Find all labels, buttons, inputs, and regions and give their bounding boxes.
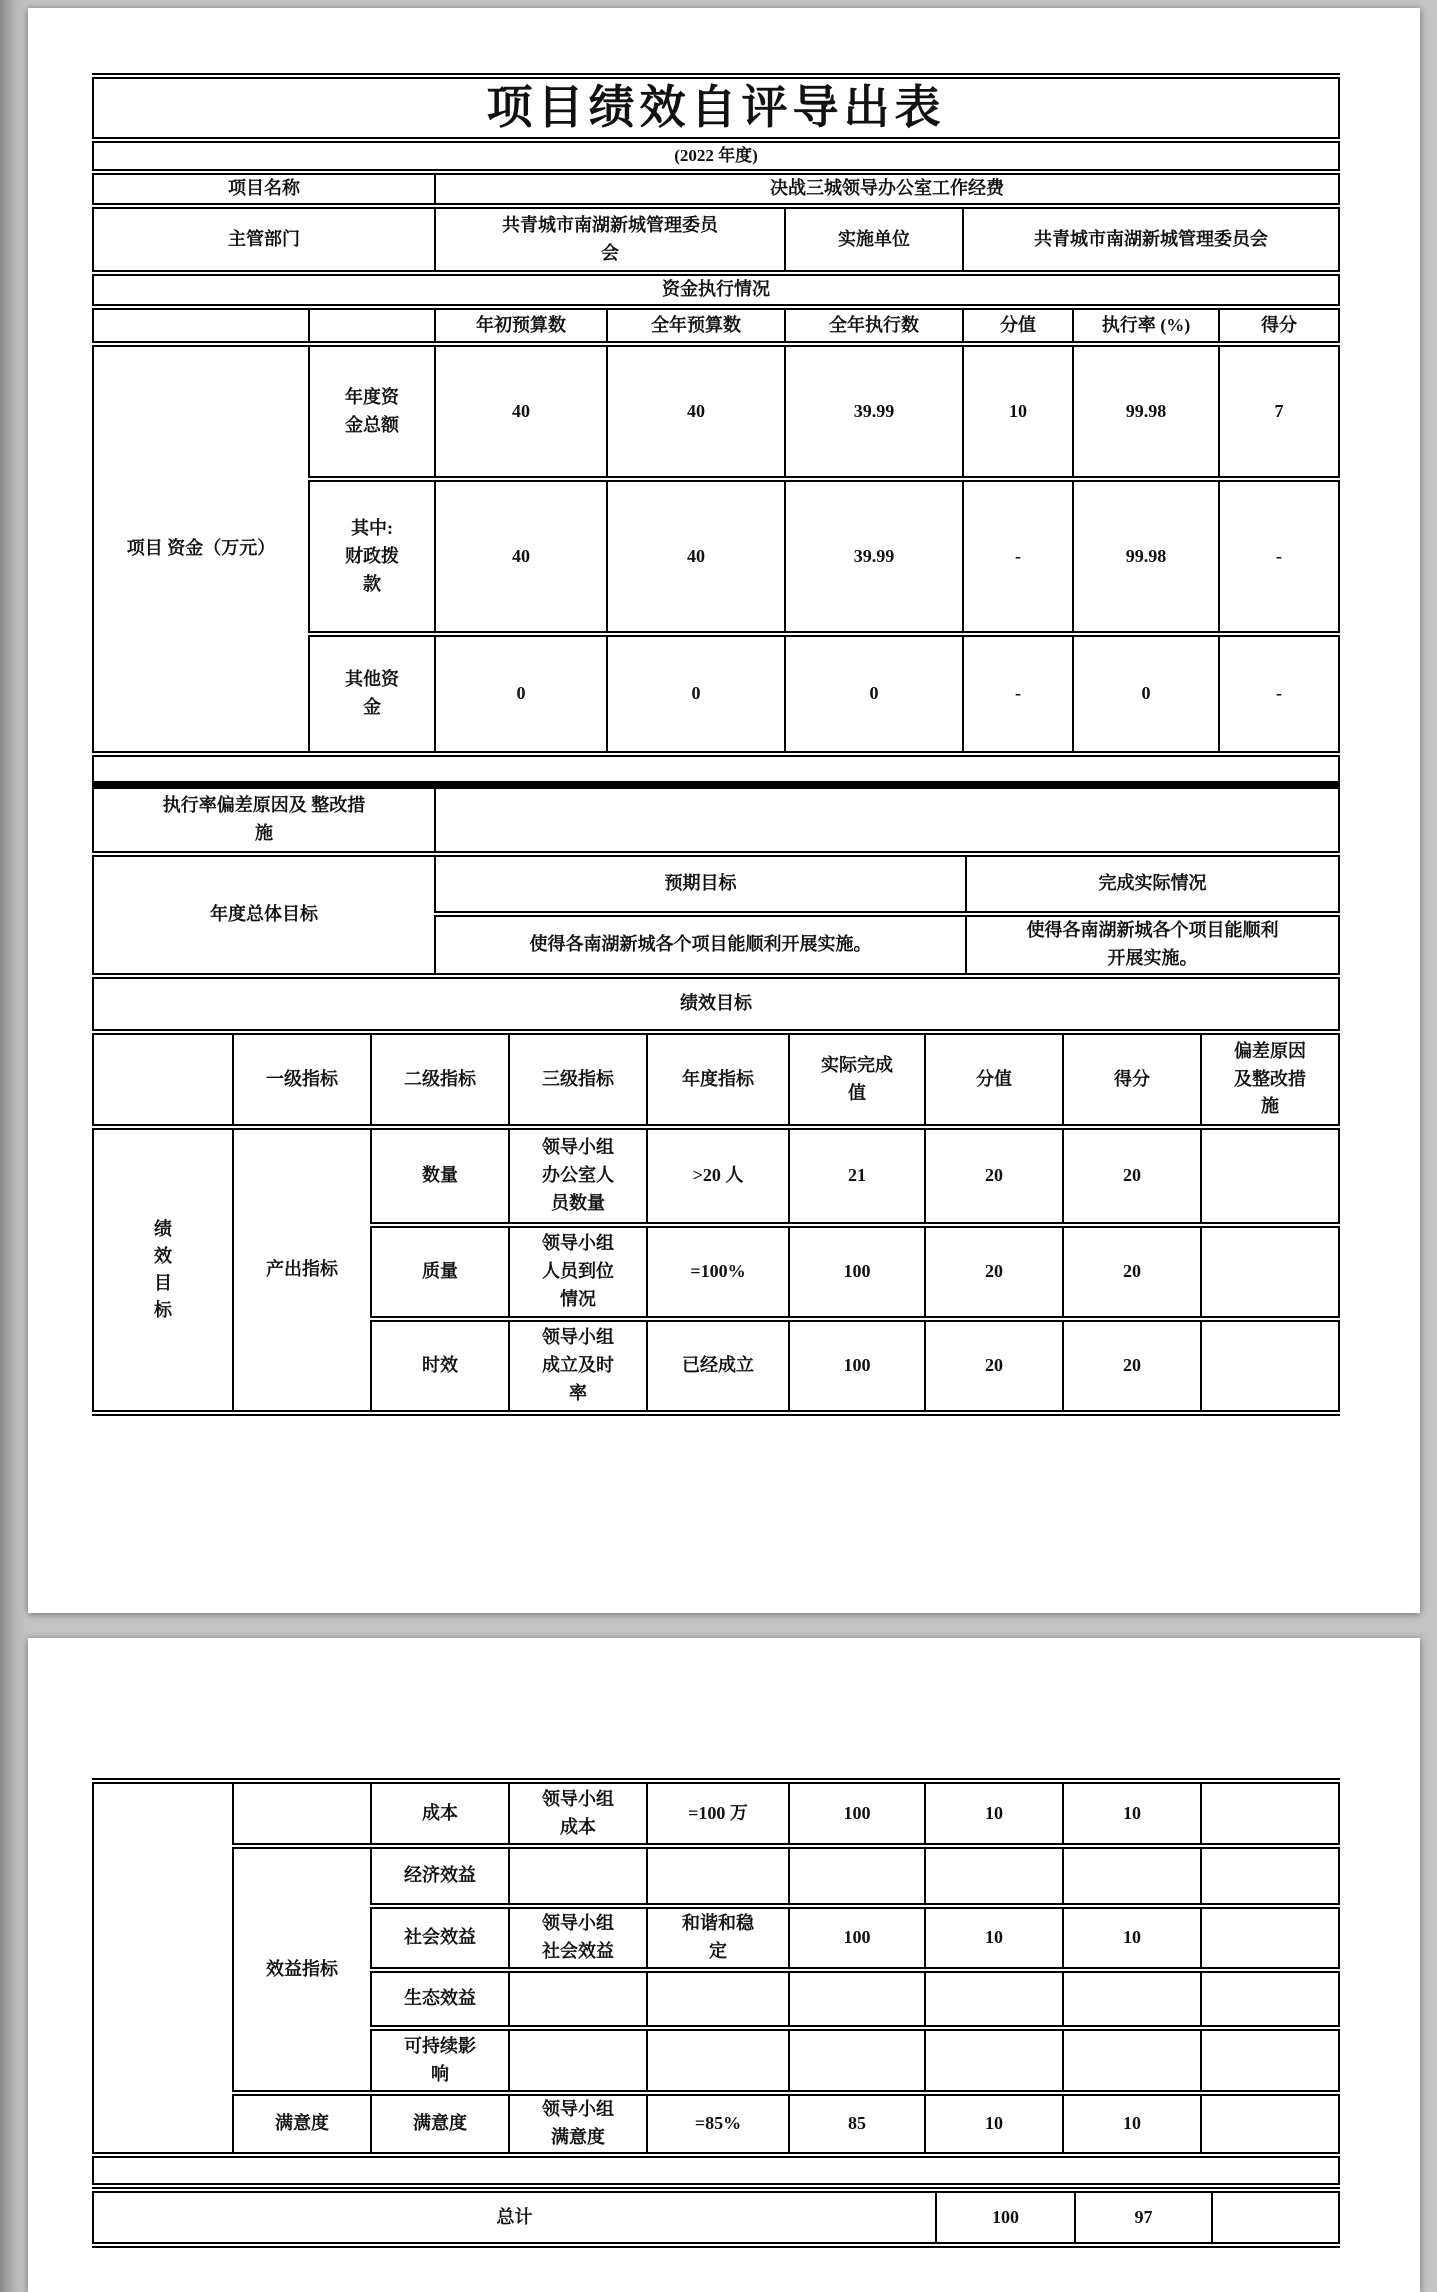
perf-col-header-target: 年度指标 xyxy=(647,1032,789,1127)
perf-col-header-level2: 二级指标 xyxy=(371,1032,509,1127)
perf-cell-score xyxy=(1063,2028,1201,2093)
perf-cell-level3-text: 领导小组社会效益 xyxy=(542,1913,614,1961)
perf-cell-note xyxy=(1201,1906,1339,1970)
perf-cell-score-max xyxy=(925,1970,1063,2028)
header-and-fund-table xyxy=(92,73,1340,787)
perf-cell-level3 xyxy=(509,1846,647,1906)
dept-label: 主管部门 xyxy=(93,206,435,273)
perf-cell-score: 20 xyxy=(1063,1127,1201,1225)
perf-cell-note xyxy=(1201,2028,1339,2093)
spacer-row xyxy=(93,2155,1339,2186)
deviation-value xyxy=(435,786,1339,854)
total-label: 总计 xyxy=(93,2190,936,2245)
perf-cell-score: 20 xyxy=(1063,1225,1201,1319)
perf-cell-target: 已经成立 xyxy=(647,1319,789,1413)
fund-header-empty-1 xyxy=(93,307,309,344)
perf-cell-note xyxy=(1201,1225,1339,1319)
fund-cell: 0 xyxy=(607,634,785,754)
perf-cell-score: 10 xyxy=(1063,1781,1201,1846)
perf-group-empty-cell xyxy=(93,1781,233,2155)
perf-cell-level2: 社会效益 xyxy=(371,1906,509,1970)
perf-cell-level3-text: 领导小组人员到位情况 xyxy=(542,1233,614,1309)
fund-cell: 39.99 xyxy=(785,344,963,479)
perf-cell-level2: 成本 xyxy=(371,1781,509,1846)
perf-cell-score xyxy=(1063,1970,1201,2028)
total-score: 97 xyxy=(1075,2190,1212,2245)
fund-cell: 40 xyxy=(435,344,607,479)
perf-cell-level3-text: 领导小组成立及时率 xyxy=(542,1327,614,1403)
implementer-value: 共青城市南湖新城管理委员会 xyxy=(963,206,1339,273)
fund-col-header-begin-budget: 年初预算数 xyxy=(435,307,607,344)
satisfaction-note xyxy=(1201,2093,1339,2155)
perf-cell-target: =100% xyxy=(647,1225,789,1319)
perf-cell-level3 xyxy=(509,1781,647,1846)
perf-cell-level3 xyxy=(509,1225,647,1319)
fund-row-label-text: 其中: 财政拨款 xyxy=(345,517,399,594)
project-name-value: 决战三城领导办公室工作经费 xyxy=(435,172,1339,206)
viewer-left-shadow xyxy=(0,0,26,2292)
perf-group-label-text: 绩效目标 xyxy=(154,1219,172,1320)
perf-cell-target: >20 人 xyxy=(647,1127,789,1225)
perf-col-header-level1: 一级指标 xyxy=(233,1032,371,1127)
perf-header-empty xyxy=(93,1032,233,1127)
perf-cell-score-max: 10 xyxy=(925,1781,1063,1846)
perf-cell-actual: 21 xyxy=(789,1127,925,1225)
document-page-1 xyxy=(28,8,1420,1613)
perf-col-header-note-text: 偏差原因及整改措施 xyxy=(1234,1040,1307,1117)
goal-table xyxy=(92,783,1340,979)
fund-cell: 99.98 xyxy=(1073,479,1219,634)
perf-cell-level2: 生态效益 xyxy=(371,1970,509,2028)
satisfaction-target: =85% xyxy=(647,2093,789,2155)
perf-col-header-actual xyxy=(789,1032,925,1127)
perf-cell-actual: 100 xyxy=(789,1781,925,1846)
fund-cell: - xyxy=(963,634,1073,754)
satisfaction-level1: 满意度 xyxy=(233,2093,371,2155)
perf-cell-target: =100 万 xyxy=(647,1781,789,1846)
actual-goal-value xyxy=(966,914,1339,976)
perf-cell-level3 xyxy=(509,2028,647,2093)
perf-cell-score-max: 20 xyxy=(925,1319,1063,1413)
total-table xyxy=(92,2187,1340,2248)
fund-row-label-text: 其他资金 xyxy=(345,669,399,718)
actual-goal-value-text: 使得各南湖新城各个项目能顺利开展实施。 xyxy=(1026,920,1279,968)
fund-cell: - xyxy=(963,479,1073,634)
perf-cell-actual xyxy=(789,1846,925,1906)
fund-section-title: 资金执行情况 xyxy=(93,273,1339,307)
perf-cell-actual: 100 xyxy=(789,1319,925,1413)
dept-value xyxy=(435,206,785,273)
implementer-label: 实施单位 xyxy=(785,206,963,273)
fund-cell: 0 xyxy=(785,634,963,754)
perf-cell-actual: 100 xyxy=(789,1906,925,1970)
satisfaction-score-max: 10 xyxy=(925,2093,1063,2155)
fund-cell: - xyxy=(1219,634,1339,754)
perf-cell-target xyxy=(647,2028,789,2093)
total-score-max: 100 xyxy=(936,2190,1075,2245)
dept-value-text: 共青城市南湖新城管理委员会 xyxy=(502,214,718,263)
fund-cell: 10 xyxy=(963,344,1073,479)
perf-cell-level2: 时效 xyxy=(371,1319,509,1413)
perf-cell-level3-text: 领导小组成本 xyxy=(542,1788,614,1837)
fund-cell: 99.98 xyxy=(1073,344,1219,479)
perf-cell-target xyxy=(647,1906,789,1970)
perf-cell-level3 xyxy=(509,1906,647,1970)
fund-col-header-year-budget: 全年预算数 xyxy=(607,307,785,344)
perf-cell-note xyxy=(1201,1970,1339,2028)
expected-goal-value: 使得各南湖新城各个项目能顺利开展实施。 xyxy=(435,914,966,976)
perf-cell-actual: 100 xyxy=(789,1225,925,1319)
satisfaction-actual: 85 xyxy=(789,2093,925,2155)
fund-cell: 0 xyxy=(435,634,607,754)
fund-cell: - xyxy=(1219,479,1339,634)
deviation-label xyxy=(93,786,435,854)
fund-row-label-text: 年度资金总额 xyxy=(345,386,399,435)
fund-cell: 0 xyxy=(1073,634,1219,754)
perf-cell-score: 10 xyxy=(1063,1906,1201,1970)
perf-cell-level2: 经济效益 xyxy=(371,1846,509,1906)
perf-cell-note xyxy=(1201,1319,1339,1413)
perf-cell-note xyxy=(1201,1846,1339,1906)
perf-cell-score: 20 xyxy=(1063,1319,1201,1413)
fund-row-label xyxy=(309,344,435,479)
perf-cell-score xyxy=(1063,1846,1201,1906)
perf-col-header-score: 得分 xyxy=(1063,1032,1201,1127)
perf-level1-output-label: 产出指标 xyxy=(233,1127,371,1413)
fund-col-header-score-max: 分值 xyxy=(963,307,1073,344)
fund-cell: 40 xyxy=(435,479,607,634)
actual-goal-header: 完成实际情况 xyxy=(966,854,1339,914)
fund-row-label xyxy=(309,479,435,634)
perf-cell-actual xyxy=(789,1970,925,2028)
fund-cell: 40 xyxy=(607,479,785,634)
total-note xyxy=(1212,2190,1339,2245)
doc-title: 项目绩效自评导出表 xyxy=(93,76,1339,140)
perf-cell-level2-text: 可持续影响 xyxy=(404,2035,476,2084)
perf-col-header-score-max: 分值 xyxy=(925,1032,1063,1127)
perf-col-header-actual-text: 实际完成值 xyxy=(821,1054,893,1103)
perf-col-header-level3: 三级指标 xyxy=(509,1032,647,1127)
perf-col-header-note xyxy=(1201,1032,1339,1127)
document-page-2 xyxy=(28,1638,1420,2292)
perf-cell-score-max xyxy=(925,2028,1063,2093)
perf-cell-score-max: 20 xyxy=(925,1127,1063,1225)
fund-header-empty-2 xyxy=(309,307,435,344)
annual-goal-label: 年度总体目标 xyxy=(93,854,435,976)
perf-cell-level3 xyxy=(509,1970,647,2028)
fund-cell: 7 xyxy=(1219,344,1339,479)
deviation-label-text: 执行率偏差原因及 整改措施 xyxy=(162,795,366,843)
perf-cell-level3 xyxy=(509,1319,647,1413)
benefit-level1-label: 效益指标 xyxy=(233,1846,371,2093)
perf-cell-actual xyxy=(789,2028,925,2093)
fund-col-header-executed: 全年执行数 xyxy=(785,307,963,344)
perf-cell-score-max xyxy=(925,1846,1063,1906)
expected-goal-header: 预期目标 xyxy=(435,854,966,914)
fund-group-label: 项目 资金（万元） xyxy=(93,344,309,754)
fund-cell: 40 xyxy=(607,344,785,479)
perf-cell-note xyxy=(1201,1781,1339,1846)
perf-cell-level3-text: 领导小组办公室人员数量 xyxy=(542,1137,614,1213)
doc-period: (2022 年度) xyxy=(93,140,1339,172)
satisfaction-level2: 满意度 xyxy=(371,2093,509,2155)
perf-section-title: 绩效目标 xyxy=(93,976,1339,1032)
perf-cell-score-max: 20 xyxy=(925,1225,1063,1319)
performance-indicator-table xyxy=(92,973,1340,1416)
satisfaction-level3-text: 领导小组满意度 xyxy=(542,2099,614,2147)
fund-col-header-exec-rate: 执行率 (%) xyxy=(1073,307,1219,344)
spacer-row xyxy=(93,754,1339,784)
fund-cell: 39.99 xyxy=(785,479,963,634)
perf-cell-target xyxy=(647,1846,789,1906)
perf-cell-target xyxy=(647,1970,789,2028)
perf-cell-target-text: 和谐和稳定 xyxy=(682,1913,754,1961)
perf-cell-note xyxy=(1201,1127,1339,1225)
benefit-indicator-table xyxy=(92,1778,1340,2189)
level1-empty-cell xyxy=(233,1781,371,1846)
perf-cell-level3 xyxy=(509,1127,647,1225)
fund-row-label xyxy=(309,634,435,754)
perf-group-label xyxy=(93,1127,233,1413)
perf-cell-level2 xyxy=(371,2028,509,2093)
project-name-label: 项目名称 xyxy=(93,172,435,206)
satisfaction-score: 10 xyxy=(1063,2093,1201,2155)
perf-cell-level2: 数量 xyxy=(371,1127,509,1225)
satisfaction-level3 xyxy=(509,2093,647,2155)
perf-cell-level2: 质量 xyxy=(371,1225,509,1319)
fund-col-header-score: 得分 xyxy=(1219,307,1339,344)
perf-cell-score-max: 10 xyxy=(925,1906,1063,1970)
